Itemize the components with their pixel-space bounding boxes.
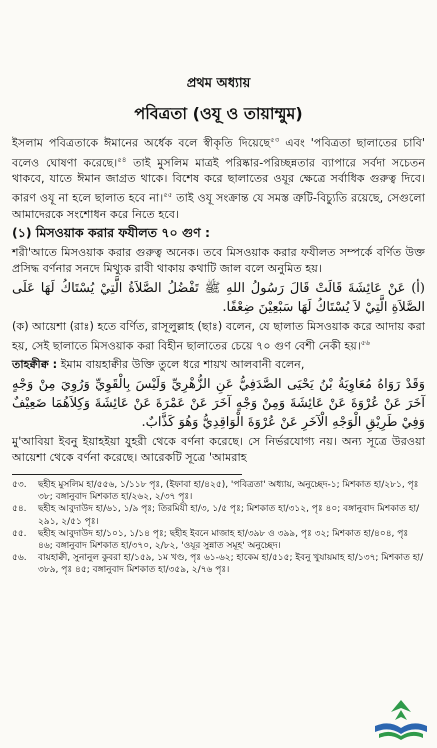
- footnote-number: ৫৬.: [12, 553, 27, 564]
- footnote-item: [12, 528, 425, 552]
- hadith-translation: [12, 319, 425, 355]
- commentary-paragraph: মু'আবিয়া ইবনু ইয়াহইয়া যুহরী থেকে বর্ণনা করেছে। সে নির্ভরযোগ্য নয়। অন্য সূত্রে উরওয়া আয়েশা থেকে বর্ণনা করেছে। আরেকটি সূত্রে 'আমরাহ: [12, 434, 425, 464]
- footnote-divider: [12, 474, 242, 475]
- footnote-text: ছহীহ আবুদাউদ হা/১০১, ১/১৪ পৃঃ; ছহীহ ইবনে মাজাহ হা/৩৯৮ ও ৩৯৯, পৃঃ ৩২; মিশকাত হা/৪০৪, পৃঃ ৪৬; বঙ্গানুবাদ মিশকাত হা/৩৭০, ২/৮২, 'ওযূর সুন্নাত সমূহ' অনুচ্ছেদ।: [38, 528, 409, 551]
- footnote-item: [12, 479, 425, 503]
- intro-paragraph: [12, 132, 425, 223]
- takhrij-text: ইমাম বায়হাক্বীর উক্তি তুলে ধরে শায়খ আলবানী বলেন,: [57, 357, 305, 371]
- chapter-label: প্রথম অধ্যায়: [186, 76, 251, 91]
- section-heading: (১) মিসওয়াক করার ফযীলত ৭০ গুণ :: [12, 225, 210, 241]
- footnote-ref[interactable]: ৫৬: [360, 339, 370, 348]
- footnote-ref[interactable]: ৫৩: [270, 136, 280, 144]
- footnote-text: ছহীহ আবুদাউদ হা/৬১, ১/৯ পৃঃ; তিরমিযী হা/৩, ১/৫ পৃঃ; মিশকাত হা/৩১২, পৃঃ ৪০; বঙ্গানুবাদ মিশকাত হা/২৯১, ২/৫১ পৃঃ।: [38, 504, 420, 527]
- book-emblem-icon: [371, 696, 431, 744]
- footnote-number: ৫৩.: [12, 479, 27, 490]
- section-title: পবিত্রতা (ওযূ ও তায়াম্মুম): [134, 104, 303, 123]
- translation-text: (ক) আয়েশা (রাঃ) হতে বর্ণিত, রাসূলুল্লাহ (ছাঃ) বলেন, যে ছালাত মিসওয়াক করে আদায় করা হয়, সেই ছালাতে মিসওয়াক করা বিহীন ছালাতের চেয়ে ৭০ গুণ বেশী নেকী হয়।: [12, 320, 425, 353]
- intro-text-3: তাই মুসলিম মাত্রই পরিষ্কার-পরিচ্ছন্নতার ব্যাপারে সর্বদা সচেতন থাকবে, যাতে ঈমান জাগ্রত থাকে। বিশেষ করে ছালাতের ওযূর ক্ষেত্রে সর্বাধিক গুরুত্ব দিবে। কারণ ওযূ না হলে ছালাত হবে না।: [12, 156, 426, 206]
- arabic-commentary-text: وَقَدْ رَوَاهُ مُعَاوِيَةُ بْنُ يَحْيَى الصَّدَفِيُّ عَنِ الزُّهْرِيِّ وَلَيْسَ بِالْقَوِيِّ وَرُوِيَ مِنْ وَجْهٍ آخَرَ عَنْ عُرْوَةَ عَنْ عَائِشَةَ وَمِنْ وَجْهٍ آخَرَ عَنْ عَمْرَةَ عَنْ عَائِشَةَ وَكِلاَهُمَا ضَعِيْفٌ وَفِيْ طَرِيْقِ الْوَجْهِ الْآخَرِ عَنْ عُرْوَةَ الْوَاقِدِيُّ وَهُوَ كَذَّابٌ.: [12, 376, 425, 430]
- takhrij-paragraph: [12, 357, 425, 373]
- footnotes: [12, 479, 425, 577]
- intro-text-2: এবং 'পবিত্রতা ছালাতের চাবি' বলেও ঘোষণা করেছে।: [12, 136, 425, 170]
- intro-text-1: ইসলাম পবিত্রতাকে ঈমানের অর্ধেক বলে স্বীকৃতি দিয়েছে: [12, 136, 271, 150]
- footnote-text: বায়হাক্বী, সুনানুল কুবরা হা/১৫৯, ১ম খণ্ড, পৃঃ ৬১-৬২; হাকেম হা/৫১৫; ইবনু খুযায়মাহ হা/১৩৭; মিশকাত হা/৩৮৯, পৃঃ ৪৫; বঙ্গানুবাদ মিশকাত হা/৩৫৯, ২/৭৬ পৃঃ।: [38, 553, 424, 576]
- footnote-number: ৫৪.: [12, 504, 27, 515]
- takhrij-label: তাহক্বীক্ব :: [12, 357, 58, 371]
- miswak-paragraph: শরী'আতে মিসওয়াক করার গুরুত্ব অনেক। তবে মিসওয়াক করার ফযীলত সম্পর্কে বর্ণিত উক্ত প্রসিদ্ধ বর্ণনার সনদে মিথ্যুক রাবী থাকায় কথাটি জাল বলে অনুমিত হয়।: [12, 246, 425, 276]
- footnote-ref[interactable]: ৫৪: [117, 155, 127, 164]
- footnote-item: [12, 503, 425, 527]
- intro-text-4: তাই ওযূ সংক্রান্ত যে সমস্ত ত্রুটি-বিচ্যুতি রয়েছে, সেগুলো আমাদেরকে সংশোধন করে নিতে হবে।: [12, 192, 425, 222]
- footnote-ref[interactable]: ৫৫: [163, 191, 173, 200]
- footnote-number: ৫৫.: [12, 528, 27, 539]
- footnote-item: [12, 552, 425, 576]
- footnote-text: ছহীহ মুসলিম হা/৫৫৬, ১/১১৮ পৃঃ, (ইফাবা হা/৪২৫), 'পবিত্রতা' অধ্যায়, অনুচ্ছেদ-১; মিশকাত হা/২৮১, পৃঃ ৩৮; বঙ্গানুবাদ মিশকাত হা/২৬২, ২/৩৭ পৃঃ।: [38, 479, 419, 503]
- arabic-hadith-text: (أ) عَنْ عَائِشَةَ قَالَتْ قَالَ رَسُولُ اللهِ ﷺ تَفْضُلُ الصَّلاَةُ الَّتِيْ يُسْتَاكُ لَهَا عَلَى الصَّلاَةِ الَّتِيْ لاَ يُسْتَاكُ لَهَا سَبْعِيْنَ ضِعْفًا.: [12, 281, 425, 316]
